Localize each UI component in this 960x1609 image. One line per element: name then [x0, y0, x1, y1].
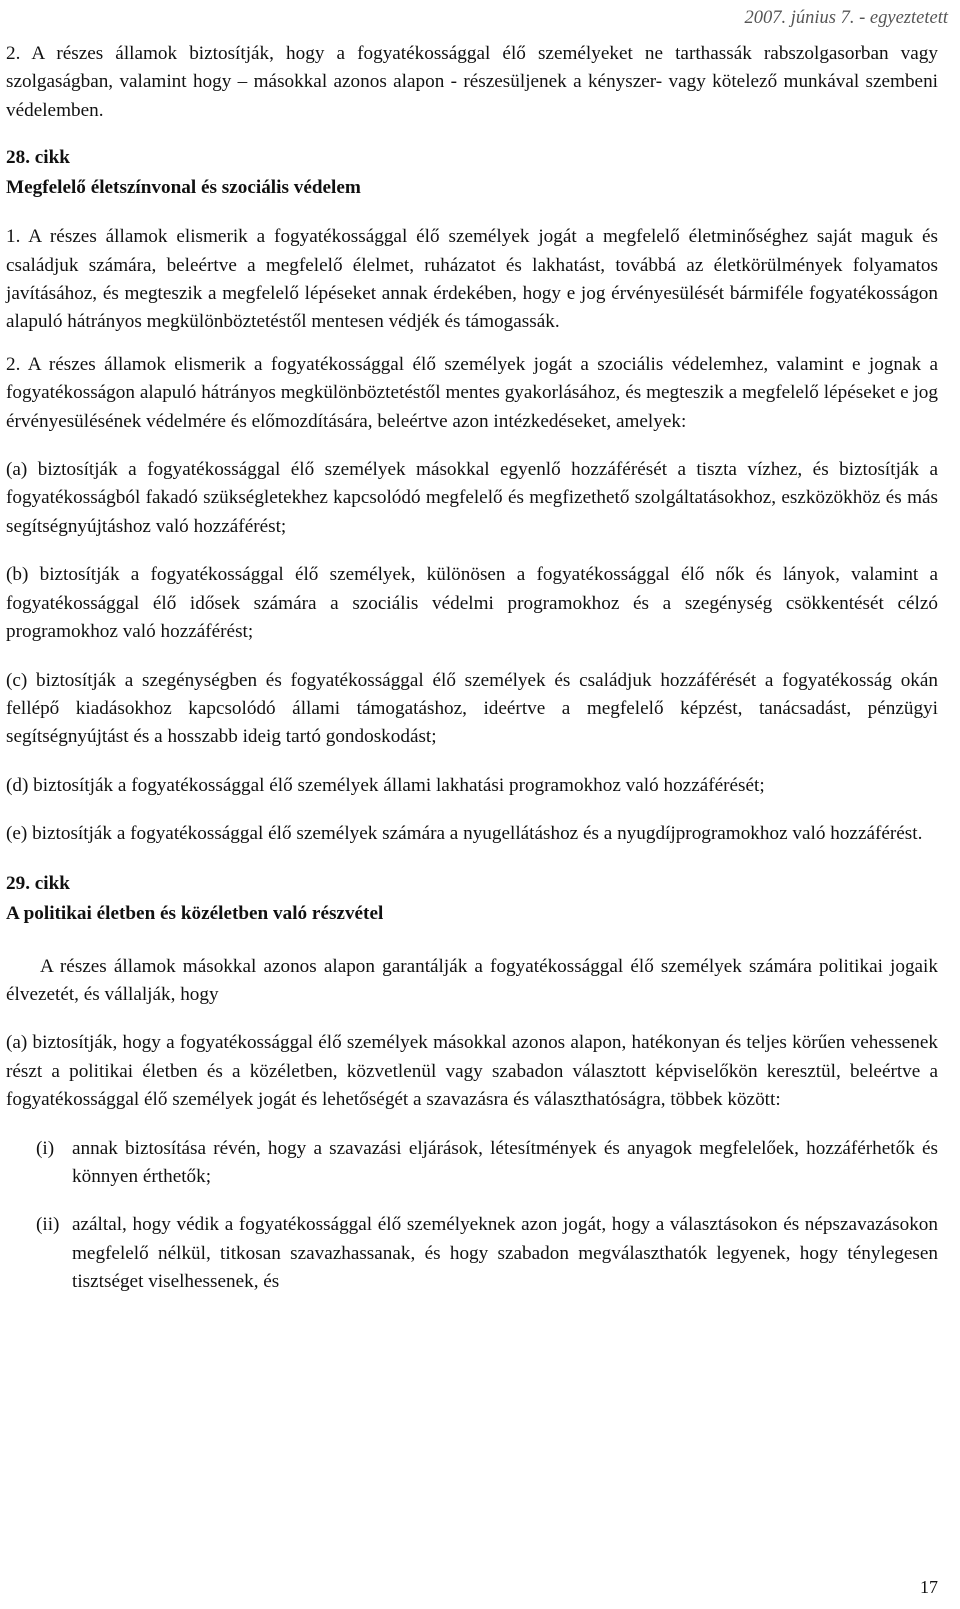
art29-item-i-text: annak biztosítása révén, hogy a szavazási eljárások, létesítmények és anyagok megfelelőek, hozzáférhetők és könnyen érthetők;	[72, 1137, 938, 1187]
article-29-number: 29. cikk	[6, 872, 70, 894]
art29-item-ii-text: azáltal, hogy védik a fogyatékossággal élő személyeknek azon jogát, hogy a választásokon és népszavazásokon megfelelő nélkül, titkosan szavazhassanak, és hogy szabadon megválaszthatók legyenek, hogy ténylegesen tisztséget viselhessenek, és	[72, 1214, 938, 1293]
art29-item-ii	[36, 1211, 938, 1296]
art29-item-ii-label: (ii)	[36, 1214, 60, 1236]
art29-item-i-label: (i)	[36, 1137, 55, 1159]
art29-item-i	[36, 1135, 938, 1192]
article-28-heading	[6, 143, 938, 203]
article-28-title: Megfelelő életszínvonal és szociális védelem	[6, 177, 361, 199]
article-29-heading	[6, 869, 938, 929]
document-body	[6, 40, 938, 1297]
page-number: 17	[920, 1576, 938, 1597]
art28-item-a: (a) biztosítják a fogyatékossággal élő személyek másokkal egyenlő hozzáférését a tiszta vízhez, és biztosítják a fogyatékosságból fakadó szükségletekhez kapcsolódó megfelelő és megfizethető szolgáltatásokhoz, eszközökhöz és más segítségnyújtáshoz való hozzáférést;	[6, 459, 938, 537]
art27-paragraph-2: 2. A részes államok biztosítják, hogy a fogyatékossággal élő személyeket ne tarthassák rabszolgasorban vagy szolgaságban, valamint hogy – másokkal azonos alapon - részesüljenek a kényszer- vagy kötelező munkával szembeni védelemben.	[6, 43, 938, 121]
art28-paragraph-2: 2. A részes államok elismerik a fogyatékossággal élő személyek jogát a szociális védelemhez, valamint e jognak a fogyatékosságon alapuló hátrányos megkülönböztetéstől mentes gyakorlásához, és megteszik a megfelelő lépéseket e jog érvényesülésének védelmére és előmozdítására, beleértve azon intézkedéseket, amelyek:	[6, 353, 938, 432]
article-29-title: A politikai életben és közéletben való részvétel	[6, 902, 384, 924]
art28-item-b: (b) biztosítják a fogyatékossággal élő személyek, különösen a fogyatékossággal élő nők és lányok, valamint a fogyatékossággal élő idősek számára a szociális védelmi programokhoz és a szegénység csökkentését célzó programokhoz való hozzáférést;	[6, 564, 938, 643]
art29-lead: A részes államok másokkal azonos alapon garantálják a fogyatékossággal élő személyek számára politikai jogaik élvezetét, és vállalják, hogy	[6, 955, 938, 1005]
art28-item-e: (e) biztosítják a fogyatékossággal élő személyek számára a nyugellátáshoz és a nyugdíjprogramokhoz való hozzáférést.	[6, 823, 923, 845]
article-28-number: 28. cikk	[6, 147, 70, 169]
art28-item-d: (d) biztosítják a fogyatékossággal élő személyek állami lakhatási programokhoz való hozzáférését;	[6, 774, 765, 796]
art29-item-a: (a) biztosítják, hogy a fogyatékossággal élő személyek másokkal azonos alapon, hatékonyan és teljes körűen vehessenek részt a politikai életben és a közéletben, közvetlenül vagy szabadon választott képviselőkön keresztül, beleértve a fogyatékossággal élő személyek jogát és lehetőségét a szavazásra és választhatóságra, többek között:	[6, 1032, 938, 1111]
art28-item-c: (c) biztosítják a szegénységben és fogyatékossággal élő személyek és családjuk hozzáférését a fogyatékosság okán fellépő kiadásokhoz kapcsolódó állami támogatáshoz, ideértve a megfelelő képzést, tanácsadást, pénzügyi segítségnyújtást és a hosszabb ideig tartó gondoskodást;	[6, 669, 938, 748]
art28-paragraph-1: 1. A részes államok elismerik a fogyatékossággal élő személyek jogát a megfelelő életminőséghez saját maguk és családjuk számára, beleértve a megfelelő élelmet, ruházatot és lakhatást, továbbá az életkörülmények folyamatos javításához, és megteszik a megfelelő lépéseket annak érdekében, hogy e jog érvényesülését bármiféle fogyatékosságon alapuló hátrányos megkülönböztetéstől mentesen védjék és támogassák.	[6, 226, 938, 333]
header-date: 2007. június 7. - egyeztetett	[744, 8, 948, 28]
